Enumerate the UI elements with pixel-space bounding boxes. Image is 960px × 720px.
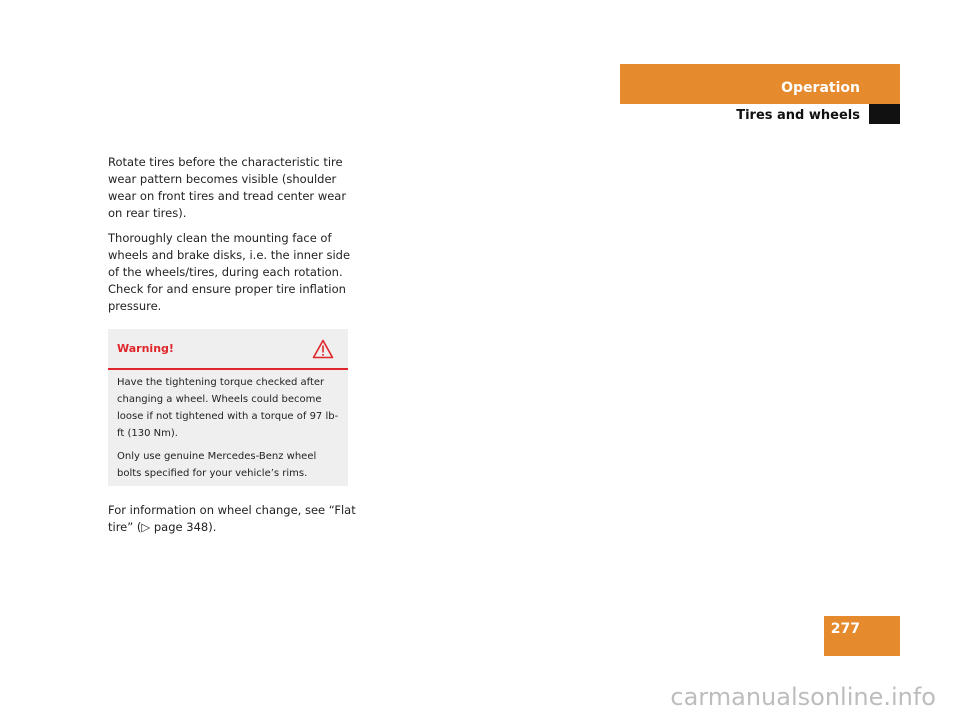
reference-text: For information on wheel change, see “Flat tire” ( xyxy=(108,503,356,534)
subsection-title: Tires and wheels xyxy=(736,108,860,123)
paragraph-wheel-change xyxy=(108,502,358,536)
section-header-tab xyxy=(620,64,900,104)
warning-body xyxy=(117,374,343,488)
watermark: carmanualsonline.info xyxy=(670,683,936,711)
wheel-change-reference xyxy=(108,502,358,544)
section-title: Operation xyxy=(781,80,860,96)
page-ref-arrow-icon: ▷ xyxy=(141,520,151,534)
warning-box xyxy=(108,329,348,486)
warning-header xyxy=(108,329,348,370)
page-number-tab xyxy=(824,616,900,656)
warning-paragraph-torque: Have the tightening torque checked after changing a wheel. Wheels could become loose if not tightened with a torque of 97 lb-ft (130 Nm). xyxy=(117,377,339,439)
body-text xyxy=(108,154,356,323)
page-number: 277 xyxy=(830,621,860,637)
section-marker xyxy=(869,104,900,124)
paragraph-rotate-tires: Rotate tires before the characteristic tire wear pattern becomes visible (shoulder wear on front tires and tread center wear on rear tires). xyxy=(108,155,347,220)
warning-title: Warning! xyxy=(117,342,174,355)
warning-triangle-icon xyxy=(312,339,334,359)
page-ref-link[interactable]: page 348). xyxy=(150,520,217,534)
paragraph-clean-mounting-face: Thoroughly clean the mounting face of wheels and brake disks, i.e. the inner side of the wheels/tires, during each rotation. Check for and ensure proper tire inflation pressure. xyxy=(108,231,351,313)
warning-paragraph-bolts: Only use genuine Mercedes-Benz wheel bolts specified for your vehicle’s rims. xyxy=(117,451,317,479)
